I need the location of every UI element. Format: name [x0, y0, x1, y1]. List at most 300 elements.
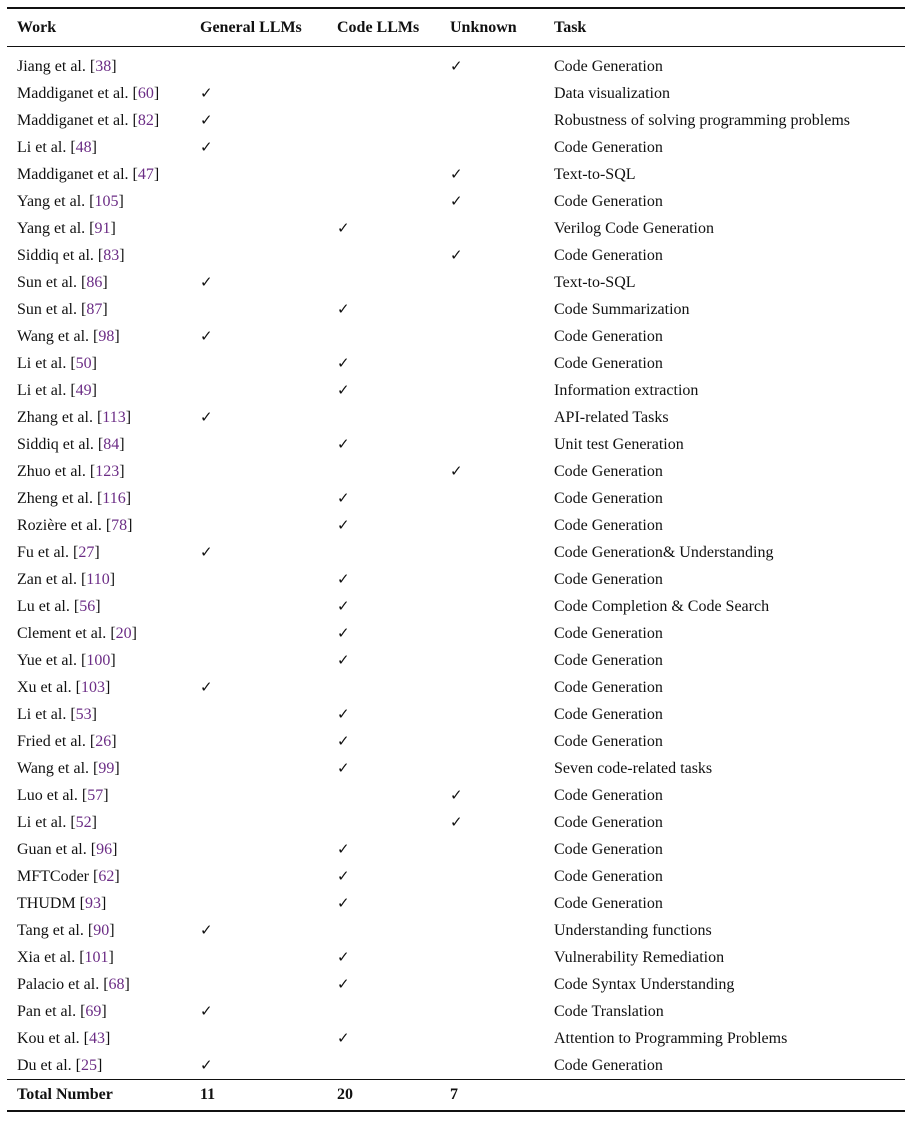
table-row	[7, 107, 905, 134]
general-llm-cell	[190, 539, 327, 566]
checkmark-icon: ✓	[337, 759, 350, 777]
author-name: Zhang et al.	[17, 408, 93, 426]
work-cell: Guan et al. [96]	[17, 840, 118, 858]
checkmark-icon: ✓	[337, 705, 350, 723]
author-name: Wang et al.	[17, 759, 90, 777]
citation-link[interactable]: 49	[75, 381, 92, 399]
citation-link[interactable]: 38	[95, 57, 112, 75]
task-cell: Robustness of solving programming problems	[554, 111, 850, 129]
author-name: Xia et al.	[17, 948, 76, 966]
work-cell: Lu et al. [56]	[17, 597, 101, 615]
table-row	[7, 47, 905, 81]
author-name: Siddiq et al.	[17, 246, 94, 264]
unknown-llm-cell	[440, 674, 544, 701]
general-llm-cell	[190, 458, 327, 485]
work-cell: Sun et al. [86]	[17, 273, 108, 291]
table-row	[7, 998, 905, 1025]
total-label: Total Number	[7, 1080, 190, 1112]
work-cell: Zheng et al. [116]	[17, 489, 132, 507]
work-cell: Maddiganet et al. [82]	[17, 111, 160, 129]
unknown-llm-cell	[440, 215, 544, 242]
work-cell: MFTCoder [62]	[17, 867, 120, 885]
code-llm-cell	[327, 458, 440, 485]
author-name: Kou et al.	[17, 1029, 80, 1047]
task-cell: Unit test Generation	[554, 435, 684, 453]
task-cell: Text-to-SQL	[554, 273, 636, 291]
work-cell: Li et al. [52]	[17, 813, 97, 831]
general-llm-cell	[190, 836, 327, 863]
citation-link[interactable]: 105	[94, 192, 119, 210]
unknown-llm-cell	[440, 971, 544, 998]
citation-link[interactable]: 48	[75, 138, 92, 156]
citation-link[interactable]: 62	[98, 867, 115, 885]
code-llm-cell	[327, 674, 440, 701]
author-name: Zheng et al.	[17, 489, 93, 507]
task-cell: Text-to-SQL	[554, 165, 636, 183]
general-llm-cell	[190, 512, 327, 539]
general-llm-cell	[190, 917, 327, 944]
unknown-llm-cell	[440, 350, 544, 377]
author-name: Li et al.	[17, 705, 67, 723]
unknown-llm-cell	[440, 755, 544, 782]
table-row	[7, 350, 905, 377]
work-cell: Xu et al. [103]	[17, 678, 111, 696]
checkmark-icon: ✓	[337, 894, 350, 912]
total-unknown: 7	[440, 1080, 544, 1112]
checkmark-icon: ✓	[337, 219, 350, 237]
unknown-llm-cell	[440, 728, 544, 755]
code-llm-cell	[327, 1025, 440, 1052]
checkmark-icon: ✓	[337, 597, 350, 615]
task-cell: Code Generation	[554, 327, 663, 345]
author-name: Xu et al.	[17, 678, 72, 696]
citation-link[interactable]: 113	[102, 408, 126, 426]
citation-link[interactable]: 91	[94, 219, 111, 237]
citation-link[interactable]: 26	[95, 732, 112, 750]
citation-link[interactable]: 86	[86, 273, 103, 291]
work-cell: Wang et al. [99]	[17, 759, 120, 777]
author-name: Zan et al.	[17, 570, 77, 588]
general-llm-cell	[190, 377, 327, 404]
table-row	[7, 215, 905, 242]
author-name: Guan et al.	[17, 840, 87, 858]
author-name: Sun et al.	[17, 300, 77, 318]
table-row	[7, 404, 905, 431]
general-llm-cell	[190, 701, 327, 728]
table-row	[7, 134, 905, 161]
general-llm-cell	[190, 323, 327, 350]
header-work: Work	[7, 8, 190, 47]
citation-link[interactable]: 57	[87, 786, 104, 804]
work-cell: Li et al. [53]	[17, 705, 97, 723]
general-llm-cell	[190, 647, 327, 674]
checkmark-icon: ✓	[200, 273, 213, 291]
work-cell: Fried et al. [26]	[17, 732, 117, 750]
checkmark-icon: ✓	[337, 381, 350, 399]
general-llm-cell	[190, 890, 327, 917]
task-cell: Code Generation	[554, 57, 663, 75]
checkmark-icon: ✓	[337, 867, 350, 885]
author-name: Zhuo et al.	[17, 462, 86, 480]
code-llm-cell	[327, 917, 440, 944]
citation-link[interactable]: 78	[111, 516, 128, 534]
citation-link[interactable]: 99	[98, 759, 115, 777]
citation-link[interactable]: 69	[85, 1002, 102, 1020]
unknown-llm-cell	[440, 47, 544, 81]
task-cell: Code Generation	[554, 192, 663, 210]
checkmark-icon: ✓	[200, 138, 213, 156]
task-cell: Code Generation	[554, 786, 663, 804]
work-cell: Tang et al. [90]	[17, 921, 115, 939]
llm-survey-table	[7, 7, 905, 1112]
author-name: Clement et al.	[17, 624, 107, 642]
general-llm-cell	[190, 242, 327, 269]
task-cell: Attention to Programming Problems	[554, 1029, 788, 1047]
citation-link[interactable]: 83	[103, 246, 120, 264]
unknown-llm-cell	[440, 161, 544, 188]
author-name: Wang et al.	[17, 327, 90, 345]
unknown-llm-cell	[440, 890, 544, 917]
citation-link[interactable]: 101	[84, 948, 109, 966]
work-cell: Sun et al. [87]	[17, 300, 108, 318]
citation-link[interactable]: 96	[96, 840, 113, 858]
table-row	[7, 1025, 905, 1052]
task-cell: Information extraction	[554, 381, 699, 399]
checkmark-icon: ✓	[200, 84, 213, 102]
table-row	[7, 269, 905, 296]
general-llm-cell	[190, 485, 327, 512]
task-cell: Code Generation	[554, 894, 663, 912]
checkmark-icon: ✓	[337, 435, 350, 453]
work-cell: Pan et al. [69]	[17, 1002, 107, 1020]
checkmark-icon: ✓	[337, 624, 350, 642]
code-llm-cell	[327, 350, 440, 377]
citation-link[interactable]: 123	[95, 462, 120, 480]
checkmark-icon: ✓	[337, 570, 350, 588]
unknown-llm-cell	[440, 431, 544, 458]
unknown-llm-cell	[440, 458, 544, 485]
code-llm-cell	[327, 242, 440, 269]
table-row	[7, 161, 905, 188]
task-cell: Seven code-related tasks	[554, 759, 713, 777]
code-llm-cell	[327, 971, 440, 998]
work-cell: Zhuo et al. [123]	[17, 462, 125, 480]
table-row	[7, 782, 905, 809]
unknown-llm-cell	[440, 593, 544, 620]
citation-link[interactable]: 110	[86, 570, 110, 588]
task-cell: Code Generation	[554, 1056, 663, 1074]
unknown-llm-cell	[440, 134, 544, 161]
author-name: Li et al.	[17, 381, 67, 399]
citation-link[interactable]: 87	[86, 300, 103, 318]
general-llm-cell	[190, 782, 327, 809]
work-cell: Li et al. [49]	[17, 381, 97, 399]
task-cell: Code Generation	[554, 732, 663, 750]
author-name: MFTCoder	[17, 867, 89, 885]
work-cell: Yang et al. [91]	[17, 219, 116, 237]
citation-link[interactable]: 53	[75, 705, 92, 723]
general-llm-cell	[190, 1025, 327, 1052]
code-llm-cell	[327, 134, 440, 161]
citation-link[interactable]: 52	[75, 813, 92, 831]
checkmark-icon: ✓	[337, 489, 350, 507]
checkmark-icon: ✓	[450, 192, 463, 210]
table-row	[7, 647, 905, 674]
general-llm-cell	[190, 1052, 327, 1080]
task-cell: Code Syntax Understanding	[554, 975, 735, 993]
unknown-llm-cell	[440, 647, 544, 674]
citation-link[interactable]: 90	[93, 921, 110, 939]
general-llm-cell	[190, 269, 327, 296]
work-cell: Li et al. [50]	[17, 354, 97, 372]
checkmark-icon: ✓	[337, 1029, 350, 1047]
citation-link[interactable]: 82	[137, 111, 154, 129]
table-row	[7, 809, 905, 836]
unknown-llm-cell	[440, 323, 544, 350]
task-cell: API-related Tasks	[554, 408, 669, 426]
code-llm-cell	[327, 1052, 440, 1080]
unknown-llm-cell	[440, 620, 544, 647]
task-cell: Code Generation& Understanding	[554, 543, 774, 561]
checkmark-icon: ✓	[337, 975, 350, 993]
checkmark-icon: ✓	[200, 111, 213, 129]
table-row	[7, 917, 905, 944]
checkmark-icon: ✓	[450, 462, 463, 480]
work-cell: Clement et al. [20]	[17, 624, 137, 642]
table-row	[7, 620, 905, 647]
unknown-llm-cell	[440, 539, 544, 566]
citation-link[interactable]: 25	[80, 1056, 97, 1074]
checkmark-icon: ✓	[200, 543, 213, 561]
checkmark-icon: ✓	[337, 948, 350, 966]
checkmark-icon: ✓	[200, 921, 213, 939]
author-name: Yue et al.	[17, 651, 77, 669]
task-cell: Code Generation	[554, 138, 663, 156]
citation-link[interactable]: 93	[85, 894, 101, 912]
table-row	[7, 701, 905, 728]
code-llm-cell	[327, 998, 440, 1025]
general-llm-cell	[190, 755, 327, 782]
table-row	[7, 836, 905, 863]
task-cell: Code Generation	[554, 624, 663, 642]
task-cell: Data visualization	[554, 84, 670, 102]
total-code: 20	[327, 1080, 440, 1112]
author-name: Siddiq et al.	[17, 435, 94, 453]
citation-link[interactable]: 100	[86, 651, 111, 669]
author-name: Palacio et al.	[17, 975, 100, 993]
citation-link[interactable]: 47	[137, 165, 154, 183]
table-row	[7, 485, 905, 512]
table-row	[7, 890, 905, 917]
general-llm-cell	[190, 566, 327, 593]
code-llm-cell	[327, 404, 440, 431]
code-llm-cell	[327, 944, 440, 971]
checkmark-icon: ✓	[450, 813, 463, 831]
total-task-empty	[544, 1080, 905, 1112]
general-llm-cell	[190, 674, 327, 701]
checkmark-icon: ✓	[200, 408, 213, 426]
author-name: Tang et al.	[17, 921, 84, 939]
general-llm-cell	[190, 809, 327, 836]
author-name: THUDM	[17, 894, 76, 912]
code-llm-cell	[327, 377, 440, 404]
unknown-llm-cell	[440, 485, 544, 512]
code-llm-cell	[327, 755, 440, 782]
checkmark-icon: ✓	[200, 327, 213, 345]
table-row	[7, 593, 905, 620]
task-cell: Code Translation	[554, 1002, 664, 1020]
general-llm-cell	[190, 188, 327, 215]
table-row	[7, 755, 905, 782]
work-cell: Wang et al. [98]	[17, 327, 120, 345]
table-row	[7, 971, 905, 998]
unknown-llm-cell	[440, 1025, 544, 1052]
table-row	[7, 539, 905, 566]
unknown-llm-cell	[440, 917, 544, 944]
code-llm-cell	[327, 701, 440, 728]
code-llm-cell	[327, 539, 440, 566]
author-name: Li et al.	[17, 813, 67, 831]
task-cell: Code Generation	[554, 840, 663, 858]
citation-link[interactable]: 103	[80, 678, 105, 696]
author-name: Lu et al.	[17, 597, 70, 615]
task-cell: Code Generation	[554, 867, 663, 885]
author-name: Li et al.	[17, 138, 67, 156]
general-llm-cell	[190, 47, 327, 81]
general-llm-cell	[190, 944, 327, 971]
unknown-llm-cell	[440, 188, 544, 215]
code-llm-cell	[327, 593, 440, 620]
code-llm-cell	[327, 620, 440, 647]
task-cell: Code Generation	[554, 705, 663, 723]
code-llm-cell	[327, 836, 440, 863]
citation-link[interactable]: 98	[98, 327, 115, 345]
task-cell: Code Generation	[554, 570, 663, 588]
author-name: Du et al.	[17, 1056, 72, 1074]
general-llm-cell	[190, 971, 327, 998]
code-llm-cell	[327, 485, 440, 512]
task-cell: Code Generation	[554, 354, 663, 372]
table-row	[7, 242, 905, 269]
general-llm-cell	[190, 863, 327, 890]
header-unknown: Unknown	[440, 8, 544, 47]
checkmark-icon: ✓	[450, 57, 463, 75]
general-llm-cell	[190, 728, 327, 755]
task-cell: Verilog Code Generation	[554, 219, 714, 237]
citation-link[interactable]: 68	[108, 975, 125, 993]
code-llm-cell	[327, 323, 440, 350]
table-row	[7, 944, 905, 971]
unknown-llm-cell	[440, 80, 544, 107]
checkmark-icon: ✓	[200, 1056, 213, 1074]
table-row	[7, 728, 905, 755]
code-llm-cell	[327, 647, 440, 674]
task-cell: Code Completion & Code Search	[554, 597, 770, 615]
task-cell: Understanding functions	[554, 921, 712, 939]
code-llm-cell	[327, 431, 440, 458]
checkmark-icon: ✓	[200, 678, 213, 696]
code-llm-cell	[327, 809, 440, 836]
general-llm-cell	[190, 404, 327, 431]
author-name: Maddiganet et al.	[17, 84, 129, 102]
table-row	[7, 863, 905, 890]
work-cell: Maddiganet et al. [47]	[17, 165, 160, 183]
work-cell: Rozière et al. [78]	[17, 516, 133, 534]
unknown-llm-cell	[440, 944, 544, 971]
unknown-llm-cell	[440, 269, 544, 296]
code-llm-cell	[327, 47, 440, 81]
table-body	[7, 47, 905, 1080]
author-name: Yang et al.	[17, 219, 86, 237]
work-cell: Yue et al. [100]	[17, 651, 116, 669]
task-cell: Code Generation	[554, 246, 663, 264]
citation-link[interactable]: 20	[115, 624, 132, 642]
general-llm-cell	[190, 593, 327, 620]
general-llm-cell	[190, 107, 327, 134]
header-row	[7, 8, 905, 47]
code-llm-cell	[327, 782, 440, 809]
checkmark-icon: ✓	[337, 300, 350, 318]
table-row	[7, 323, 905, 350]
llm-survey-table-container	[7, 7, 905, 1112]
task-cell: Code Summarization	[554, 300, 690, 318]
citation-link[interactable]: 56	[79, 597, 96, 615]
table-footer	[7, 1080, 905, 1112]
work-cell: Li et al. [48]	[17, 138, 97, 156]
code-llm-cell	[327, 728, 440, 755]
author-name: Yang et al.	[17, 192, 86, 210]
code-llm-cell	[327, 296, 440, 323]
author-name: Maddiganet et al.	[17, 111, 129, 129]
header-general-llms: General LLMs	[190, 8, 327, 47]
citation-link[interactable]: 43	[88, 1029, 105, 1047]
checkmark-icon: ✓	[337, 840, 350, 858]
general-llm-cell	[190, 134, 327, 161]
total-row	[7, 1080, 905, 1112]
table-row	[7, 512, 905, 539]
code-llm-cell	[327, 512, 440, 539]
general-llm-cell	[190, 350, 327, 377]
unknown-llm-cell	[440, 242, 544, 269]
work-cell: Siddiq et al. [83]	[17, 246, 125, 264]
citation-link[interactable]: 116	[102, 489, 126, 507]
citation-link[interactable]: 27	[78, 543, 95, 561]
task-cell: Code Generation	[554, 462, 663, 480]
unknown-llm-cell	[440, 404, 544, 431]
author-name: Li et al.	[17, 354, 67, 372]
code-llm-cell	[327, 269, 440, 296]
general-llm-cell	[190, 620, 327, 647]
citation-link[interactable]: 50	[75, 354, 92, 372]
general-llm-cell	[190, 431, 327, 458]
author-name: Rozière et al.	[17, 516, 102, 534]
table-row	[7, 458, 905, 485]
citation-link[interactable]: 84	[103, 435, 120, 453]
unknown-llm-cell	[440, 377, 544, 404]
unknown-llm-cell	[440, 782, 544, 809]
work-cell: Zhang et al. [113]	[17, 408, 132, 426]
author-name: Jiang et al.	[17, 57, 86, 75]
general-llm-cell	[190, 296, 327, 323]
work-cell: Xia et al. [101]	[17, 948, 114, 966]
unknown-llm-cell	[440, 998, 544, 1025]
unknown-llm-cell	[440, 1052, 544, 1080]
checkmark-icon: ✓	[337, 354, 350, 372]
task-cell: Code Generation	[554, 813, 663, 831]
header-code-llms: Code LLMs	[327, 8, 440, 47]
code-llm-cell	[327, 188, 440, 215]
citation-link[interactable]: 60	[137, 84, 154, 102]
